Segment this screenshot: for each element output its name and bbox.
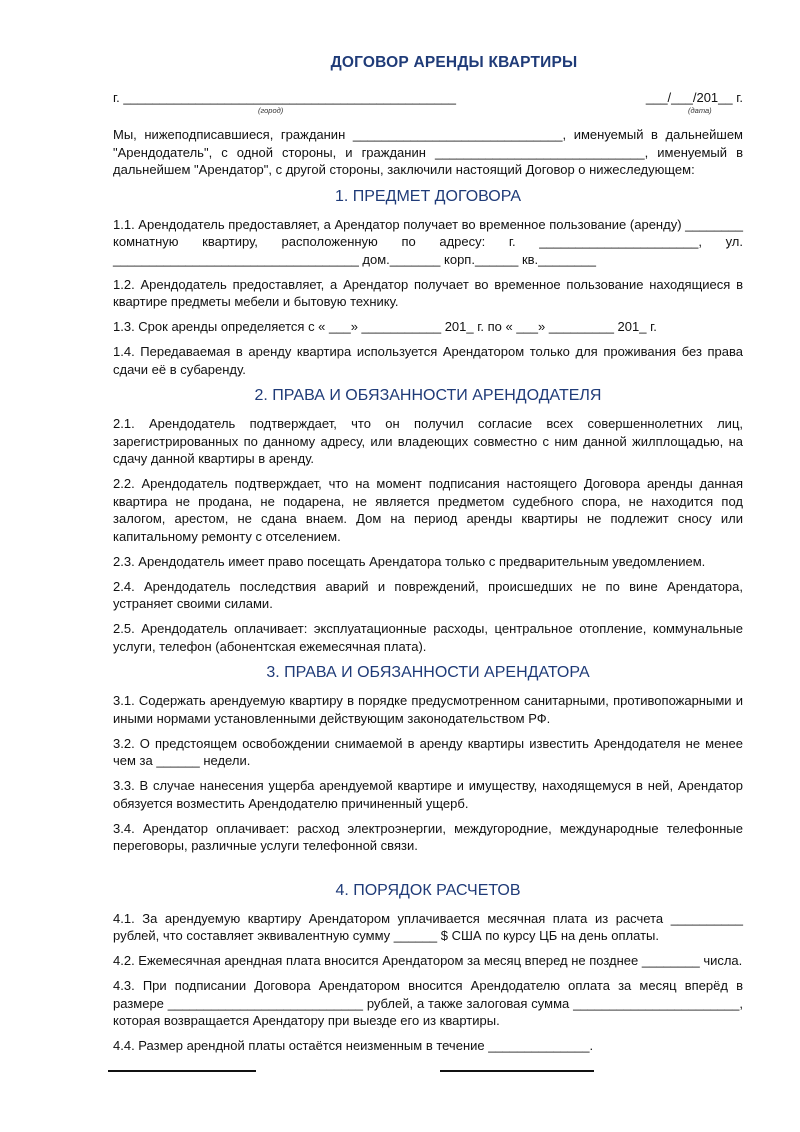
clause-2-5: 2.5. Арендодатель оплачивает: эксплуатационные расходы, центральное отопление, коммунальные услуги, телефон (абонентская ежемесячная плата). xyxy=(113,621,743,654)
clause-3-3: 3.3. В случае нанесения ущерба арендуемой квартире и имуществу, находящемуся в ней, Арендатор обязуется возместить Арендодателю причиненный ущерб. xyxy=(113,778,743,811)
clause-4-3: 4.3. При подписании Договора Арендатором вносится Арендодателю оплата за месяц вперёд в размере ___________________________ рублей, а также залоговая сумма _______________________, которая возвращается Арендатору при выезде его из квартиры. xyxy=(113,978,743,1028)
landlord-signature-line xyxy=(108,1070,256,1072)
clause-2-3: 2.3. Арендодатель имеет право посещать Арендатора только с предварительным уведомлением. xyxy=(113,553,706,569)
clause-2-4: 2.4. Арендодатель последствия аварий и повреждений, происшедших не по вине Арендатора, устраняет своими силами. xyxy=(113,578,743,611)
city-line: г. ______________________________________________ xyxy=(113,90,456,105)
clause-1-3: 1.3. Срок аренды определяется с « ___» ___________ 201_ г. по « ___» _________ 201_ г. xyxy=(113,319,657,334)
signature-lines xyxy=(108,1070,608,1074)
city-hint: (город) xyxy=(258,106,284,115)
clause-2-1: 2.1. Арендодатель подтверждает, что он получил согласие всех совершеннолетних лиц, зарегистрированных по данному адресу, или владеющих совместно с ним данной жилплощадью, на сдачу данной квартиры в аренду. xyxy=(113,416,743,466)
clause-3-1: 3.1. Содержать арендуемую квартиру в порядке предусмотренном санитарными, противопожарными и иными нормами установленными действующим законодательством РФ. xyxy=(113,693,743,726)
city-date-row xyxy=(113,90,743,120)
clause-1-2: 1.2. Арендодатель предоставляет, а Арендатор получает во временное пользование находящиеся в квартире предметы мебели и бытовую технику. xyxy=(113,276,743,309)
section-heading-landlord: 2. ПРАВА И ОБЯЗАННОСТИ АРЕНДОДАТЕЛЯ xyxy=(254,387,602,404)
date-line: ___/___/201__ г. xyxy=(645,90,743,105)
intro-paragraph: Мы, нижеподписавшиеся, гражданин _____________________________, именуемый в дальнейшем "Арендодатель", с одной стороны, и гражданин _____________________________, именуемый в дальнейшем "Арендатор", с другой стороны, заключили настоящий Договор о нижеследующем: xyxy=(113,127,743,177)
clause-3-2: 3.2. О предстоящем освобождении снимаемой в аренду квартиры известить Арендодателя не менее чем за ______ недели. xyxy=(113,735,743,768)
clause-4-2: 4.2. Ежемесячная арендная плата вносится Арендатором за месяц вперед не позднее ________ числа. xyxy=(113,953,743,968)
date-hint: (дата) xyxy=(688,106,712,115)
tenant-signature-line xyxy=(440,1070,594,1072)
clause-3-4: 3.4. Арендатор оплачивает: расход электроэнергии, междугородние, международные телефонные переговоры, различные услуги телефонной связи. xyxy=(113,820,743,853)
section-heading-payments: 4. ПОРЯДОК РАСЧЕТОВ xyxy=(335,881,521,899)
clause-4-1: 4.1. За арендуемую квартиру Арендатором уплачивается месячная плата из расчета __________ рублей, что составляет эквивалентную сумму ______ $ США по курсу ЦБ на день оплаты. xyxy=(113,910,743,943)
document-body xyxy=(113,126,743,1062)
clause-4-4: 4.4. Размер арендной платы остаётся неизменным в течение ______________. xyxy=(113,1038,594,1053)
clause-2-2: 2.2. Арендодатель подтверждает, что на момент подписания настоящего Договора аренды данная квартира не продана, не подарена, не является предметом судебного спора, не находится под залогом, арестом, не сдана внаем. Дом на период аренды квартиры не подлежит сносу или капитальному ремонту с отселением. xyxy=(113,476,743,544)
clause-1-1: 1.1. Арендодатель предоставляет, а Арендатор получает во временное пользование (аренду) ________ комнатную квартиру, расположенную по адресу: г. ______________________, ул. __________________________________ дом._______ корп.______ кв.________ xyxy=(113,216,743,267)
section-heading-tenant: 3. ПРАВА И ОБЯЗАННОСТИ АРЕНДАТОРА xyxy=(266,664,590,681)
clause-1-4: 1.4. Передаваемая в аренду квартира используется Арендатором только для проживания без права сдачи её в субаренду. xyxy=(113,344,743,377)
section-heading-subject: 1. ПРЕДМЕТ ДОГОВОРА xyxy=(334,187,522,205)
document-title: ДОГОВОР АРЕНДЫ КВАРТИРЫ xyxy=(330,54,578,71)
